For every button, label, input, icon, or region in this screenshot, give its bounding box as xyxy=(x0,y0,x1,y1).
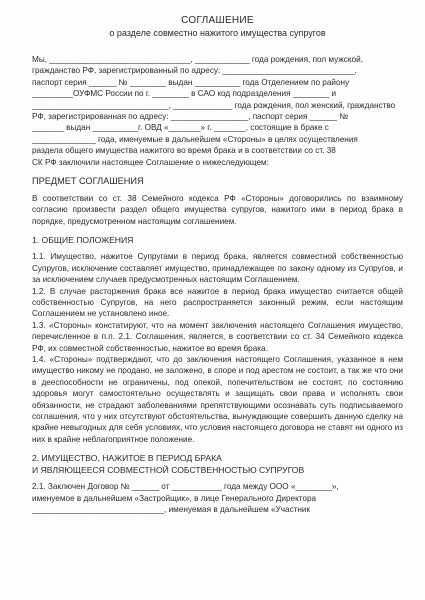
section-2-heading-line: 2. ИМУЩЕСТВО, НАЖИТОЕ В ПЕРИОД БРАКА xyxy=(32,453,222,464)
intro-line: _________ОУФМС России по г. ________ в САО код подразделения ________ и xyxy=(32,89,337,99)
clause-1-1: 1.1. Имущество, нажитое Супругами в период брака, является совместной собственностью Супругов, исключение составляет имущество, принадлежащее по закону одному из Супругов, и за исключением случаев предусмотренных настоящим Соглашением. xyxy=(32,252,403,285)
clause-2-1-line: именуемое в дальнейшем «Застройщик», в лице Генерального Директора xyxy=(32,493,317,503)
clause-2-1-line: _____________________________, именуемая в дальнейшем «Участник xyxy=(32,505,311,514)
document-subtitle: о разделе совместно нажитого имущества супругов xyxy=(109,28,326,38)
subject-paragraph: В соответствии со ст. 38 Семейного кодекса РФ «Стороны» договорились по взаимному согласию произвести раздел общего имущества супругов, нажитого ими в период брака в порядке, предусмотренном настоящим соглашением. xyxy=(32,194,403,226)
subject-heading: ПРЕДМЕТ СОГЛАШЕНИЯ xyxy=(32,176,144,187)
clause-1-2: 1.2. В случае расторжения брака все нажитое в период брака имущество считается общей собственностью Супругов, на него распространяется законный режим, если настоящим Соглашением не установлено иное. xyxy=(32,286,403,319)
clause-2-1-line: 2.1. Заключен Договор № ______ от ___________ года между ООО «________», xyxy=(32,482,339,492)
intro-line: гражданство РФ, зарегистрированный по адресу: _____________________________, xyxy=(32,66,357,76)
document-title: СОГЛАШЕНИЕ xyxy=(181,15,254,26)
clause-1-3: 1.3. «Стороны» констатируют, что на момент заключения настоящего Соглашения имущество, перечисленное в п.п. 2.1. Соглашения, является, в соответствии со ст. 34 Семейного кодекса РФ, их совместной собственностью, нажитое во время брака. xyxy=(32,320,403,353)
clause-2-1 xyxy=(32,481,403,515)
intro-line: раздела общего имущества нажитого во время брака и в соответствии со ст. 38 xyxy=(32,146,336,156)
intro-line: ______________________________, _____________ года рождения, пол женский, гражданство xyxy=(32,100,396,110)
clause-1-4: 1.4. «Стороны» подтверждают, что до заключения настоящего Соглашения, указанное в нем имущество никому не продано, не заложено, в споре и под арестом не состоит, а так же что они в дееспособности не ограничены, под опекой, попечительством не состоят, по состоянию здоровья могут самостоятельно осуществлять и защищать свои права и исполнять свои обязанности, не страдают заболеваниями препятствующими осознавать суть подписываемого соглашения, что у них отсутствуют обстоятельства, вынуждающие совершить данную сделку на крайне невыгодных для себя условиях, что условия настоящего договора не ставят ни одного из них в крайне неблагоприятное положение. xyxy=(32,354,403,444)
intro-line: РФ, зарегистрированная по адресу: _________________, паспорт серия ______ № xyxy=(32,112,349,122)
intro-line: ______________ года, именуемые в дальнейшем «Стороны» в целях осуществления xyxy=(32,134,358,144)
intro-line: паспорт серия ______ № ________ выдан __________ года Отделением по району xyxy=(32,77,350,87)
intro-line: _______ выдан __________г. ОВД «_______» г. _______, состоящие в браке с xyxy=(32,123,329,133)
intro-line: Мы, _______________________________, ____________ года рождения, пол мужской, xyxy=(32,55,363,64)
intro-line: СК РФ заключили настоящее Соглашение о нижеследующем: xyxy=(32,157,269,167)
section-2-heading-line: И ЯВЛЯЮЩЕЕСЯ СОВМЕСТНОЙ СОБСТВЕННОСТЬЮ СУПРУГОВ xyxy=(32,465,305,476)
section-2-heading xyxy=(32,452,403,476)
section-1-heading: 1. ОБЩИЕ ПОЛОЖЕНИЯ xyxy=(32,235,134,246)
intro-paragraph xyxy=(32,54,403,168)
